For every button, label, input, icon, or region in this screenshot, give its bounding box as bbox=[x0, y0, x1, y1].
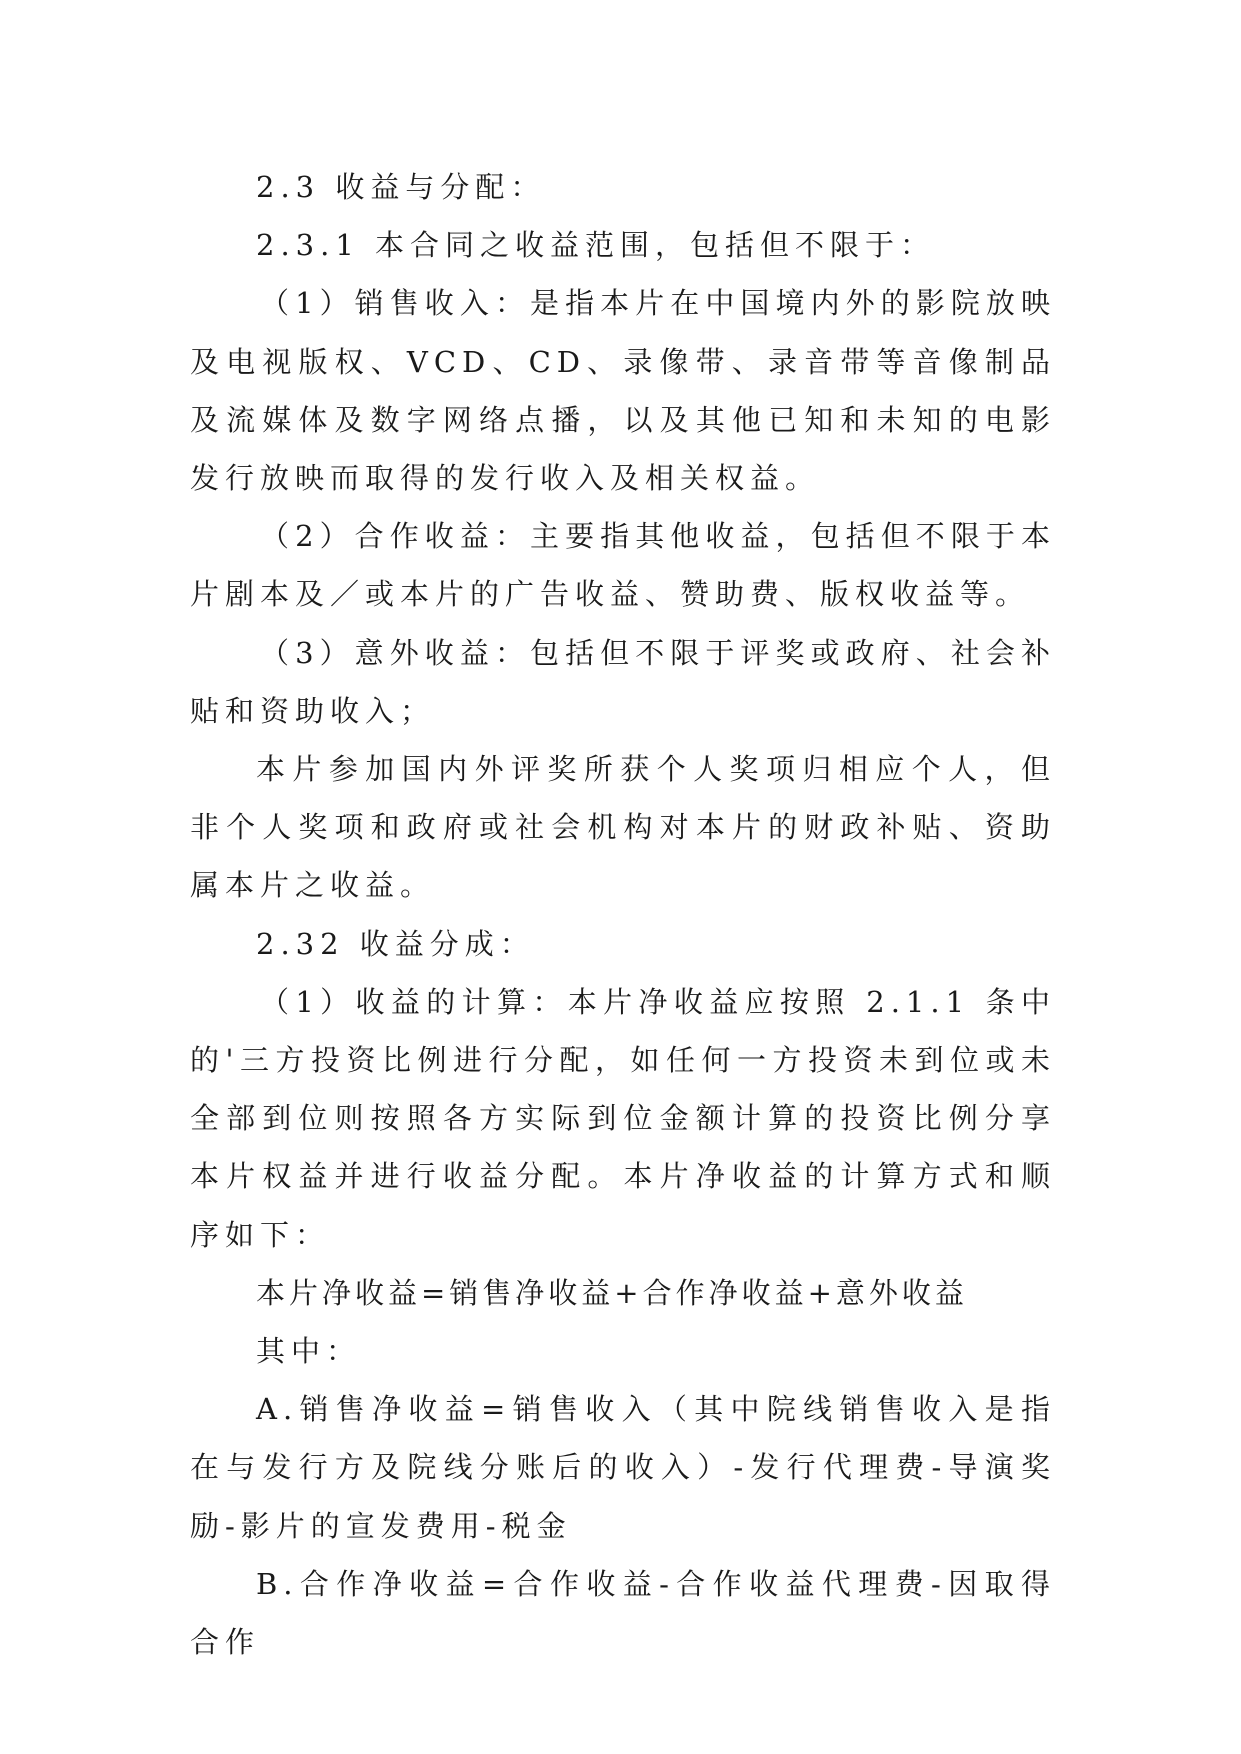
cooperation-net-income-formula: B.合作净收益=合作收益-合作收益代理费-因取得合作 bbox=[190, 1566, 1056, 1660]
document-body bbox=[190, 158, 1056, 1671]
section-heading-2-3: 2.3 收益与分配： bbox=[256, 170, 546, 204]
awards-note-paragraph: 本片参加国内外评奖所获个人奖项归相应个人，但非个人奖项和政府或社会机构对本片的财政补贴、资助属本片之收益。 bbox=[190, 752, 1056, 903]
cooperation-income-item: （2）合作收益：主要指其他收益，包括但不限于本片剧本及／或本片的广告收益、赞助费、版权收益等。 bbox=[190, 519, 1056, 612]
sales-income-item: （1）销售收入：是指本片在中国境内外的影院放映及电视版权、VCD、CD、录像带、录音带等音像制品及流媒体及数字网络点播，以及其他已知和未知的电影发行放映而取得的发行收入及相关权益。 bbox=[190, 286, 1056, 496]
clause-2-3-1-heading: 2.3.1 本合同之收益范围，包括但不限于： bbox=[256, 228, 936, 263]
among-them-label: 其中： bbox=[256, 1334, 362, 1369]
sales-net-income-formula: A.销售净收益=销售收入（其中院线销售收入是指在与发行方及院线分账后的收入）-发行代理费-导演奖励-影片的宣发费用-税金 bbox=[190, 1392, 1056, 1543]
extra-income-item: （3）意外收益：包括但不限于评奖或政府、社会补贴和资助收入； bbox=[190, 635, 1056, 728]
net-income-formula: 本片净收益=销售净收益+合作净收益+意外收益 bbox=[256, 1275, 968, 1310]
clause-2-3-2-heading: 2.32 收益分成： bbox=[256, 926, 535, 961]
income-calculation-item: （1）收益的计算：本片净收益应按照 2.1.1 条中的'三方投资比例进行分配，如任何一方投资未到位或未全部到位则按照各方实际到位金额计算的投资比例分享本片权益并进行收益分配。本片净收益的计算方式和顺序如下： bbox=[190, 984, 1056, 1252]
